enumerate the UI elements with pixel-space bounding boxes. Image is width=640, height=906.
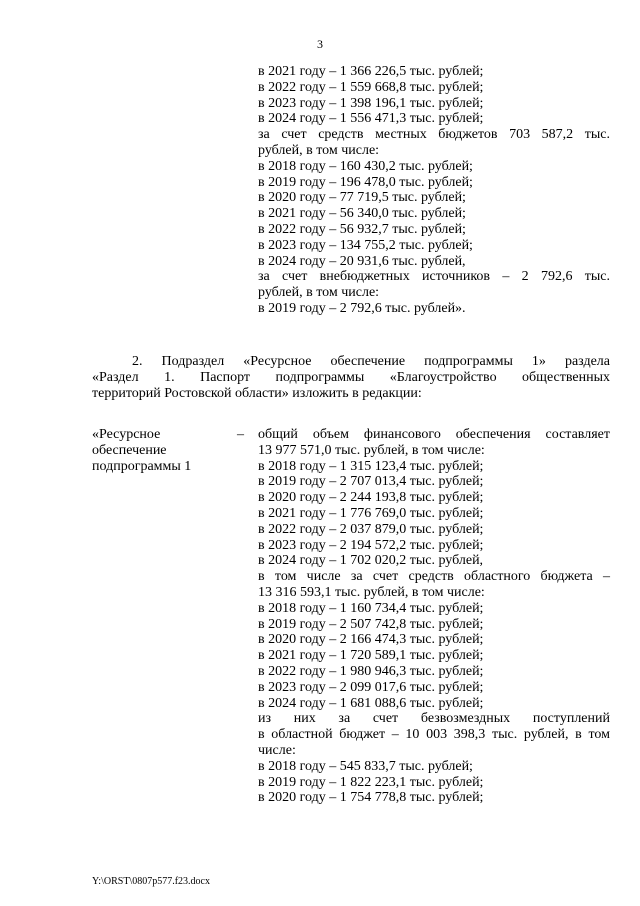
text-line: в 2020 году – 77 719,5 тыс. рублей; bbox=[258, 190, 466, 206]
text-line: в 2021 году – 1 776 769,0 тыс. рублей; bbox=[258, 505, 484, 521]
text-line: в 2024 году – 20 931,6 тыс. рублей, bbox=[258, 253, 466, 269]
text-line: в 2024 году – 1 556 471,3 тыс. рублей; bbox=[258, 111, 484, 127]
text-line: в 2018 году – 1 160 734,4 тыс. рублей; bbox=[258, 600, 484, 616]
text-line: в 2023 году – 1 398 196,1 тыс. рублей; bbox=[258, 95, 484, 111]
label-line: «Ресурсное bbox=[92, 427, 161, 442]
text-line: в 2021 году – 56 340,0 тыс. рублей; bbox=[258, 206, 466, 222]
text-line: в 2022 году – 56 932,7 тыс. рублей; bbox=[258, 221, 466, 237]
label-line: обеспечение bbox=[92, 442, 167, 458]
text-line: за счет средств местных бюджетов 703 587,2 тыс. bbox=[258, 127, 610, 143]
paragraph-line: «Раздел 1. Паспорт подпрограммы «Благоустройство общественных bbox=[92, 369, 610, 385]
text-line: в 2019 году – 196 478,0 тыс. рублей; bbox=[258, 174, 473, 190]
text-line: из них за счет безвозмездных поступлений bbox=[258, 711, 610, 727]
resource-label bbox=[92, 427, 232, 474]
text-line: в том числе за счет средств областного бюджета – bbox=[258, 569, 610, 585]
paragraph-line: территорий Ростовской области» изложить в редакции: bbox=[92, 385, 422, 401]
text-line: в 2018 году – 160 430,2 тыс. рублей; bbox=[258, 158, 473, 174]
text-line: в 2022 году – 2 037 879,0 тыс. рублей; bbox=[258, 521, 484, 537]
paragraph-line: 2. Подраздел «Ресурсное обеспечение подпрограммы 1» раздела bbox=[132, 354, 610, 369]
text-line: за счет внебюджетных источников – 2 792,6 тыс. bbox=[258, 269, 610, 285]
text-line: в 2023 году – 2 194 572,2 тыс. рублей; bbox=[258, 537, 484, 553]
amendment-paragraph bbox=[92, 354, 610, 401]
text-line: 13 977 571,0 тыс. рублей, в том числе: bbox=[258, 442, 485, 458]
text-line: в 2022 году – 1 559 668,8 тыс. рублей; bbox=[258, 79, 484, 95]
funding-details-block bbox=[258, 427, 610, 806]
text-line: в 2019 году – 2 792,6 тыс. рублей». bbox=[258, 300, 466, 316]
text-line: в 2024 году – 1 681 088,6 тыс. рублей; bbox=[258, 695, 484, 711]
text-line: числе: bbox=[258, 742, 296, 758]
text-line: в 2020 году – 2 244 193,8 тыс. рублей; bbox=[258, 490, 484, 506]
text-line: общий объем финансового обеспечения составляет bbox=[258, 427, 610, 442]
text-line: в 2023 году – 2 099 017,6 тыс. рублей; bbox=[258, 679, 484, 695]
text-line: в 2019 году – 2 507 742,8 тыс. рублей; bbox=[258, 616, 484, 632]
text-line: в 2019 году – 1 822 223,1 тыс. рублей; bbox=[258, 774, 484, 790]
text-line: в 2019 году – 2 707 013,4 тыс. рублей; bbox=[258, 474, 484, 490]
label-dash: – bbox=[237, 427, 244, 442]
text-line: в 2020 году – 1 754 778,8 тыс. рублей; bbox=[258, 790, 484, 806]
text-line: в 2024 году – 1 702 020,2 тыс. рублей, bbox=[258, 553, 484, 569]
text-line: в 2018 году – 545 833,7 тыс. рублей; bbox=[258, 758, 473, 774]
funding-continuation-block bbox=[258, 64, 610, 317]
text-line: в 2022 году – 1 980 946,3 тыс. рублей; bbox=[258, 663, 484, 679]
text-line: в 2018 году – 1 315 123,4 тыс. рублей; bbox=[258, 458, 484, 474]
text-line: в областной бюджет – 10 003 398,3 тыс. рублей, в том bbox=[258, 727, 610, 743]
label-line: подпрограммы 1 bbox=[92, 458, 192, 474]
file-path-footer: Y:\ORST\0807p577.f23.docx bbox=[92, 876, 210, 887]
text-line: рублей, в том числе: bbox=[258, 285, 380, 301]
text-line: в 2021 году – 1 720 589,1 тыс. рублей; bbox=[258, 648, 484, 664]
text-line: рублей, в том числе: bbox=[258, 142, 380, 158]
text-line: 13 316 593,1 тыс. рублей, в том числе: bbox=[258, 584, 485, 600]
text-line: в 2023 году – 134 755,2 тыс. рублей; bbox=[258, 237, 473, 253]
text-line: в 2020 году – 2 166 474,3 тыс. рублей; bbox=[258, 632, 484, 648]
text-line: в 2021 году – 1 366 226,5 тыс. рублей; bbox=[258, 64, 484, 79]
page-number: 3 bbox=[317, 37, 323, 51]
